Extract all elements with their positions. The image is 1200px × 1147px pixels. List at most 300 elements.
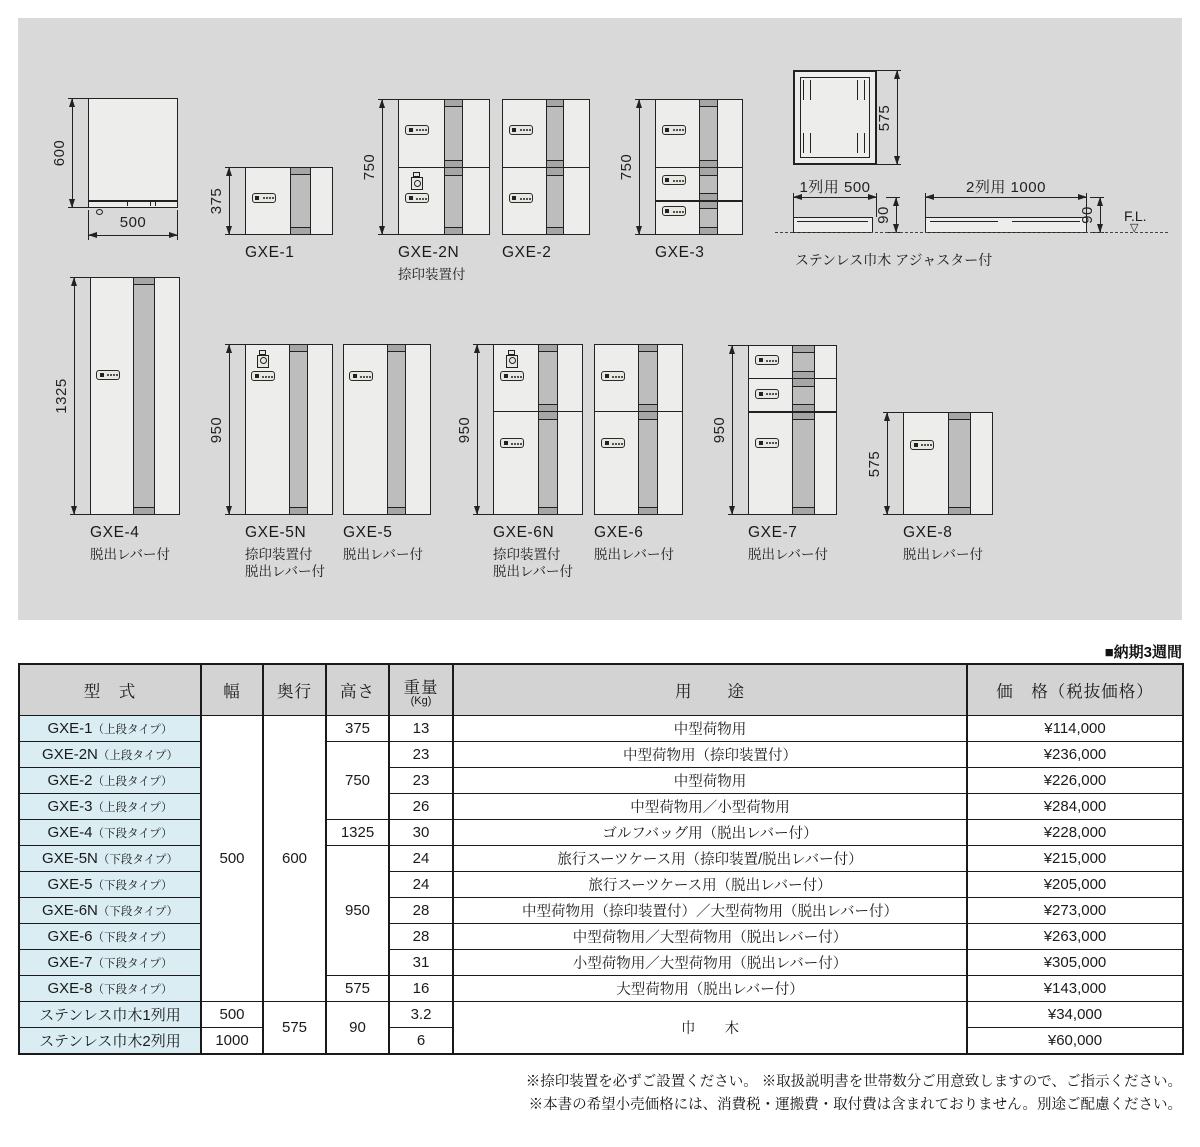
keypad-glyph <box>255 196 259 200</box>
price-cell: ¥284,000 <box>967 794 1183 820</box>
model-cell: GXE-2（上段タイプ） <box>19 768 201 794</box>
dimension-label: 375 <box>207 187 225 215</box>
locker-label-GXE-3: GXE-3 <box>655 244 705 261</box>
header-weight: 重量 (Kg) <box>389 664 453 716</box>
extension-tick <box>225 344 249 345</box>
foot <box>127 202 151 206</box>
depth-cell: 600 <box>263 716 326 1002</box>
keypad-dot <box>682 211 684 213</box>
extension-tick <box>378 234 402 235</box>
extension-tick <box>635 234 659 235</box>
stamp-device-icon <box>257 350 269 368</box>
band-cap <box>134 278 155 285</box>
keypad-dot <box>107 374 109 376</box>
use-cell: 旅行スーツケース用（捺印装置/脱出レバー付） <box>453 846 967 872</box>
keypad-dot <box>775 360 777 362</box>
locker-label-GXE-5: GXE-5 <box>343 524 393 541</box>
keypad-dot <box>266 197 268 199</box>
baseboard-2col <box>925 217 1087 233</box>
locker-diagram-GXE-4 <box>90 277 180 515</box>
keypad-dot <box>265 376 267 378</box>
keypad-glyph <box>605 374 609 378</box>
header-width: 幅 <box>201 664 263 716</box>
locking-bar-band <box>133 278 156 514</box>
lock-panel-icon <box>755 438 779 448</box>
dimension-line <box>732 345 733 515</box>
dimension-label: 575 <box>875 104 893 131</box>
keypad-dot <box>526 198 528 200</box>
band-cap <box>949 507 970 514</box>
footnote-line-2: ※本書の希望小売価格には、消費税・運搬費・取付費は含まれておりません。別途ご配慮ください。 <box>528 1097 1182 1113</box>
band-cap <box>547 100 564 107</box>
keypad-dot <box>930 444 932 446</box>
dimension-arrow-up <box>1097 197 1103 206</box>
weight-cell: 23 <box>389 742 453 768</box>
header-depth: 奥行 <box>263 664 326 716</box>
spec-price-table-wrap <box>18 663 1182 1055</box>
keypad-glyph <box>759 441 763 445</box>
model-cell: GXE-4（下段タイプ） <box>19 820 201 846</box>
model-cell: GXE-7（下段タイプ） <box>19 950 201 976</box>
keypad-dot <box>116 374 118 376</box>
keypad-glyph <box>512 196 516 200</box>
dimension-label: 1325 <box>52 378 70 414</box>
keypad-dot <box>523 198 525 200</box>
extension-tick <box>473 514 497 515</box>
dimension-label: 950 <box>710 416 728 444</box>
stamp-device-icon <box>411 172 423 190</box>
locking-bar-band <box>387 345 407 514</box>
top-plate <box>797 218 868 222</box>
table-row <box>19 872 1183 898</box>
keypad-dot <box>772 393 774 395</box>
use-cell: 巾 木 <box>453 1002 967 1055</box>
keypad-glyph <box>914 443 918 447</box>
locker-label-GXE-7: GXE-7 <box>748 524 798 541</box>
dimension-line <box>477 344 478 515</box>
keypad-dot <box>272 197 274 199</box>
keypad-dot <box>419 198 421 200</box>
keypad-dot <box>363 376 365 378</box>
keypad-dot <box>679 211 681 213</box>
keypad-dot <box>517 443 519 445</box>
locker-diagram-GXE-2N <box>398 99 490 235</box>
weight-cell: 28 <box>389 924 453 950</box>
keypad-dot <box>511 443 513 445</box>
footnotes <box>526 1071 1182 1117</box>
locker-side-view <box>88 98 178 208</box>
extension-tick <box>70 514 94 515</box>
header-height: 高さ <box>326 664 389 716</box>
compartment-divider <box>749 378 836 380</box>
corner-bracket <box>857 80 865 100</box>
dimension-arrow-up <box>379 99 385 108</box>
dimension-label: 600 <box>50 139 68 167</box>
dimension-line <box>72 98 73 208</box>
table-row <box>19 846 1183 872</box>
dimension-arrow-up <box>884 412 890 421</box>
keypad-dot <box>360 376 362 378</box>
keypad-dot <box>766 442 768 444</box>
dimension-arrow-up <box>226 167 232 176</box>
keypad-dot <box>927 444 929 446</box>
use-cell: 中型荷物用／小型荷物用 <box>453 794 967 820</box>
keypad-glyph <box>665 128 669 132</box>
extension-tick <box>728 514 752 515</box>
height-cell: 1325 <box>326 820 389 846</box>
price-cell: ¥236,000 <box>967 742 1183 768</box>
lock-panel-icon <box>755 355 779 365</box>
top-plate <box>1012 218 1080 222</box>
extension-tick <box>378 99 402 100</box>
dimension-arrow-up <box>474 344 480 353</box>
locking-bar-band <box>538 345 558 514</box>
keypad-dot <box>422 198 424 200</box>
table-row <box>19 950 1183 976</box>
keypad-dot <box>766 393 768 395</box>
model-cell: GXE-2N（上段タイプ） <box>19 742 201 768</box>
locker-diagram-GXE-7 <box>748 345 837 515</box>
weight-cell: 3.2 <box>389 1002 453 1028</box>
locker-diagram-GXE-1 <box>245 167 333 235</box>
keypad-dot <box>673 180 675 182</box>
table-row <box>19 794 1183 820</box>
price-cell: ¥60,000 <box>967 1028 1183 1055</box>
table-row <box>19 716 1183 742</box>
lock-panel-icon <box>509 193 533 203</box>
dimension-label: 2列用 1000 <box>966 179 1046 196</box>
corner-bracket <box>803 133 811 153</box>
locker-label-GXE-5N: GXE-5N <box>245 524 307 541</box>
table-row <box>19 976 1183 1002</box>
weight-cell: 16 <box>389 976 453 1002</box>
keypad-glyph <box>409 196 413 200</box>
use-cell: 大型荷物用（脱出レバー付） <box>453 976 967 1002</box>
locker-sublabel: 捺印装置付 <box>493 547 561 562</box>
price-cell: ¥114,000 <box>967 716 1183 742</box>
band-cap <box>949 413 970 420</box>
band-cap <box>793 507 814 514</box>
band-cap <box>290 507 308 514</box>
extension-tick <box>225 514 249 515</box>
keypad-dot <box>271 376 273 378</box>
dimension-line <box>88 235 178 236</box>
baseboard-1col <box>793 217 873 233</box>
locking-bar-band <box>792 346 815 514</box>
keypad-dot <box>366 376 368 378</box>
price-cell: ¥263,000 <box>967 924 1183 950</box>
locker-sublabel: 脱出レバー付 <box>748 547 829 562</box>
width-cell: 500 <box>201 1002 263 1028</box>
lock-panel-icon <box>662 206 686 216</box>
keypad-dot <box>772 442 774 444</box>
delivery-note: ■納期3週間 <box>1104 644 1182 661</box>
locker-sublabel: 脱出レバー付 <box>493 564 574 579</box>
keypad-dot <box>262 376 264 378</box>
compartment-divider <box>399 167 489 169</box>
keypad-glyph <box>759 358 763 362</box>
keypad-glyph <box>512 128 516 132</box>
compartment-divider <box>503 167 589 169</box>
dimension-label: 1列用 500 <box>799 179 871 196</box>
depth-cell: 575 <box>263 1002 326 1055</box>
price-cell: ¥34,000 <box>967 1002 1183 1028</box>
dimension-arrow-up <box>894 70 900 79</box>
compartment-divider <box>749 411 836 413</box>
lock-panel-icon <box>96 370 120 380</box>
model-cell: ステンレス巾木2列用 <box>19 1028 201 1055</box>
keypad-dot <box>514 443 516 445</box>
keypad-dot <box>514 376 516 378</box>
keypad-dot <box>682 129 684 131</box>
keypad-dot <box>618 443 620 445</box>
keypad-dot <box>529 129 531 131</box>
band-cap <box>291 168 310 175</box>
extension-tick <box>925 193 926 217</box>
lock-panel-icon <box>662 125 686 135</box>
height-cell: 575 <box>326 976 389 1002</box>
locking-bar-band <box>948 413 971 514</box>
dimension-arrow-left <box>88 232 97 238</box>
keypad-glyph <box>665 178 669 182</box>
dimension-arrow-up <box>729 345 735 354</box>
model-cell: GXE-5（下段タイプ） <box>19 872 201 898</box>
weight-cell: 24 <box>389 846 453 872</box>
header-use: 用 途 <box>453 664 967 716</box>
keypad-dot <box>526 129 528 131</box>
extension-tick <box>473 344 497 345</box>
keypad-dot <box>520 376 522 378</box>
keypad-dot <box>775 393 777 395</box>
table-row <box>19 742 1183 768</box>
keypad-glyph <box>100 373 104 377</box>
band-cap <box>291 227 310 234</box>
dimension-arrow-left <box>925 194 934 200</box>
keypad-dot <box>679 129 681 131</box>
dimension-arrow-up <box>893 197 899 206</box>
dimension-label: 950 <box>455 416 473 443</box>
locking-bar-band <box>638 345 658 514</box>
lock-panel-icon <box>601 438 625 448</box>
band-cap <box>547 227 564 234</box>
band-cap <box>539 507 557 514</box>
band-cap <box>700 100 718 107</box>
keypad-dot <box>520 129 522 131</box>
baseboard-caption: ステンレス巾木 アジャスター付 <box>795 252 993 268</box>
stamp-circle <box>509 357 516 364</box>
stamp-circle <box>260 357 267 364</box>
locker-top-view <box>793 70 877 165</box>
keypad-glyph <box>504 374 508 378</box>
floor-level-mark: ▽ <box>1130 222 1139 234</box>
top-plate <box>930 218 998 222</box>
dimension-line <box>793 197 877 198</box>
table-row <box>19 898 1183 924</box>
dimension-label: 90 <box>874 206 892 224</box>
use-cell: 中型荷物用 <box>453 768 967 794</box>
model-cell: GXE-5N（下段タイプ） <box>19 846 201 872</box>
floor-line <box>775 232 1168 233</box>
locker-sublabel: 捺印装置付 <box>245 547 313 562</box>
dimension-diagram-panel <box>18 18 1182 620</box>
dimension-line <box>639 99 640 235</box>
model-cell: GXE-6（下段タイプ） <box>19 924 201 950</box>
price-cell: ¥215,000 <box>967 846 1183 872</box>
dimension-line <box>897 70 898 165</box>
use-cell: ゴルフバッグ用（脱出レバー付） <box>453 820 967 846</box>
band-cap <box>639 345 657 352</box>
dimension-arrow-up <box>636 99 642 108</box>
foot <box>155 202 172 206</box>
table-row <box>19 1002 1183 1028</box>
use-cell: 中型荷物用 <box>453 716 967 742</box>
keypad-dot <box>676 129 678 131</box>
use-cell: 小型荷物用／大型荷物用（脱出レバー付） <box>453 950 967 976</box>
weight-cell: 6 <box>389 1028 453 1055</box>
keypad-dot <box>775 442 777 444</box>
band-cap <box>388 345 406 352</box>
locking-bar-band <box>290 168 311 234</box>
use-cell: 旅行スーツケース用（脱出レバー付） <box>453 872 967 898</box>
dimension-arrow-up <box>69 98 75 107</box>
keypad-dot <box>511 376 513 378</box>
use-cell: 中型荷物用（捺印装置付）／大型荷物用（脱出レバー付） <box>453 898 967 924</box>
dimension-line <box>887 412 888 515</box>
lock-panel-icon <box>509 125 533 135</box>
lock-panel-icon <box>755 389 779 399</box>
keypad-dot <box>921 444 923 446</box>
dimension-line <box>382 99 383 235</box>
locker-label-GXE-6N: GXE-6N <box>493 524 555 541</box>
table-row <box>19 924 1183 950</box>
locker-label-GXE-8: GXE-8 <box>903 524 953 541</box>
extension-tick <box>225 234 249 235</box>
locker-sublabel: 脱出レバー付 <box>594 547 675 562</box>
lock-panel-icon <box>601 371 625 381</box>
keypad-dot <box>369 376 371 378</box>
locker-diagram-GXE-5 <box>343 344 431 515</box>
header-price: 価 格（税抜価格） <box>967 664 1183 716</box>
locker-sublabel: 脱出レバー付 <box>903 547 984 562</box>
weight-cell: 23 <box>389 768 453 794</box>
keypad-dot <box>621 376 623 378</box>
use-cell: 中型荷物用／大型荷物用（脱出レバー付） <box>453 924 967 950</box>
compartment-divider <box>656 200 742 202</box>
keypad-dot <box>517 376 519 378</box>
keypad-dot <box>520 443 522 445</box>
dimension-label: 575 <box>865 450 883 477</box>
table-row <box>19 820 1183 846</box>
keypad-glyph <box>665 209 669 213</box>
dimension-line <box>925 197 1087 198</box>
keypad-dot <box>263 197 265 199</box>
model-cell: GXE-3（上段タイプ） <box>19 794 201 820</box>
price-cell: ¥305,000 <box>967 950 1183 976</box>
keypad-glyph <box>409 128 413 132</box>
band-cap <box>290 345 308 352</box>
height-cell: 375 <box>326 716 389 742</box>
band-cap <box>793 346 814 353</box>
band-cap <box>134 507 155 514</box>
lock-panel-icon <box>662 175 686 185</box>
model-cell: ステンレス巾木1列用 <box>19 1002 201 1028</box>
dimension-line <box>74 277 75 515</box>
use-cell: 中型荷物用（捺印装置付） <box>453 742 967 768</box>
locker-sublabel: 捺印装置付 <box>398 267 466 282</box>
keypad-dot <box>269 197 271 199</box>
lock-panel-icon <box>252 193 276 203</box>
keypad-glyph <box>759 392 763 396</box>
extension-tick <box>635 99 659 100</box>
table-row <box>19 768 1183 794</box>
price-cell: ¥143,000 <box>967 976 1183 1002</box>
extension-tick <box>728 345 752 346</box>
band-cap <box>445 100 463 107</box>
compartment-divider <box>656 167 742 169</box>
locker-diagram-GXE-3 <box>655 99 743 235</box>
keypad-glyph <box>605 441 609 445</box>
corner-bracket <box>857 133 865 153</box>
dimension-label: 90 <box>1078 206 1096 224</box>
stamp-device-icon <box>506 350 518 368</box>
locker-diagram-GXE-6N <box>493 344 583 515</box>
model-cell: GXE-6N（下段タイプ） <box>19 898 201 924</box>
footnote-line-1: ※捺印装置を必ずご設置ください。 ※取扱説明書を世帯数分ご用意致しますので、ご指示ください。 <box>525 1074 1182 1090</box>
locker-label-GXE-1: GXE-1 <box>245 244 295 261</box>
height-cell: 950 <box>326 846 389 976</box>
keypad-dot <box>676 180 678 182</box>
dimension-line <box>229 167 230 235</box>
locker-diagram-GXE-8 <box>903 412 993 515</box>
spec-price-table <box>18 663 1184 1055</box>
price-cell: ¥228,000 <box>967 820 1183 846</box>
floor-level-label: F.L. <box>1124 208 1147 224</box>
keypad-dot <box>769 442 771 444</box>
locker-diagram-GXE-6 <box>594 344 683 515</box>
weight-cell: 30 <box>389 820 453 846</box>
lock-panel-icon <box>405 193 429 203</box>
lock-panel-icon <box>500 438 524 448</box>
keypad-dot <box>110 374 112 376</box>
keypad-dot <box>673 129 675 131</box>
width-cell: 500 <box>201 716 263 1002</box>
weight-cell: 24 <box>389 872 453 898</box>
corner-bracket <box>803 80 811 100</box>
price-cell: ¥205,000 <box>967 872 1183 898</box>
band-cap <box>445 227 463 234</box>
weight-cell: 26 <box>389 794 453 820</box>
dimension-label: 500 <box>119 214 147 231</box>
band-cap <box>539 345 557 352</box>
keypad-dot <box>769 393 771 395</box>
height-cell: 90 <box>326 1002 389 1055</box>
stamp-circle <box>414 180 421 187</box>
keypad-glyph <box>504 441 508 445</box>
locker-sublabel: 脱出レバー付 <box>343 547 424 562</box>
lock-panel-icon <box>500 371 524 381</box>
keypad-dot <box>621 443 623 445</box>
keypad-dot <box>682 180 684 182</box>
keypad-dot <box>772 360 774 362</box>
dimension-arrow-up <box>226 344 232 353</box>
height-cell: 750 <box>326 742 389 820</box>
width-cell: 1000 <box>201 1028 263 1055</box>
weight-cell: 28 <box>389 898 453 924</box>
extension-tick <box>68 98 92 99</box>
keypad-dot <box>615 376 617 378</box>
model-cell: GXE-8（下段タイプ） <box>19 976 201 1002</box>
extension-tick <box>877 164 901 165</box>
